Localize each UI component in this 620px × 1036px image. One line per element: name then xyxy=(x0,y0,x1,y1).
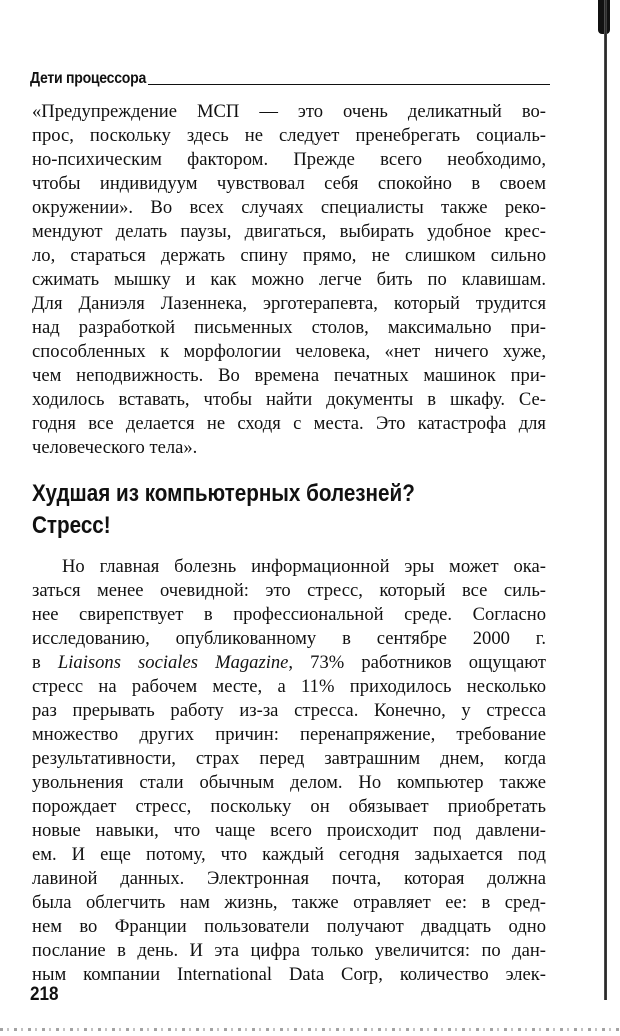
running-head-rule xyxy=(148,84,550,85)
paragraph-1 xyxy=(32,100,546,460)
paragraph-line-with-italic xyxy=(32,651,546,675)
paragraph-line: новые навыки, что чаще всего происходит под давлени- xyxy=(32,820,546,841)
paragraph-line: чем неподвижность. Во времена печатных машинок при- xyxy=(32,365,546,386)
paragraph-2 xyxy=(32,555,546,987)
paragraph-line: нее свирепствует в профессиональной среде. Согласно xyxy=(32,604,546,625)
paragraph-line: нем во Франции пользователи получают двадцать одно xyxy=(32,916,546,937)
paragraph-line: ходилось вставать, чтобы найти документы в шкафу. Се- xyxy=(32,389,546,410)
paragraph-line: Для Даниэля Лазеннека, эрготерапевта, который трудится xyxy=(32,293,546,314)
paragraph-line: увольнения стали обычным делом. Но компьютер также xyxy=(32,772,546,793)
paragraph-line: исследованию, опубликованному в сентябре 2000 г. xyxy=(32,628,546,649)
paragraph-line: лавиной данных. Электронная почта, которая должна xyxy=(32,868,546,889)
paragraph-line: чтобы индивидуум чувствовал себя спокойно в своем xyxy=(32,173,546,194)
paragraph-line: стресс на рабочем месте, а 11% приходилось несколько xyxy=(32,676,546,697)
line-5-prefix: в xyxy=(32,652,58,673)
paragraph-line: результативности, страх перед завтрашним днем, когда xyxy=(32,748,546,769)
paragraph-line: годня все делается не сходя с места. Это катастрофа для xyxy=(32,413,546,434)
paragraph-line: мендуют делать паузы, двигаться, выбирать удобное крес- xyxy=(32,221,546,242)
paragraph-line: заться менее очевидной: это стресс, который все силь- xyxy=(32,580,546,601)
paragraph-line: сжимать мышку и как можно легче бить по клавишам. xyxy=(32,269,546,290)
paragraph-line: ным компании International Data Corp, количество элек- xyxy=(32,964,546,985)
paragraph-line: над разработкой письменных столов, максимально при- xyxy=(32,317,546,338)
paragraph-line: ло, стараться держать спину прямо, не слишком сильно xyxy=(32,245,546,266)
paragraph-line: прос, поскольку здесь не следует пренебрегать социаль- xyxy=(32,125,546,146)
paragraph-line: но-психическим фактором. Прежде всего необходимо, xyxy=(32,149,546,170)
running-head-title: Дети процессора xyxy=(30,70,147,87)
paragraph-line: способленных к морфологии человека, «нет ничего хуже, xyxy=(32,341,546,362)
paragraph-line: послание в день. И эта цифра только увеличится: по дан- xyxy=(32,940,546,961)
paragraph-line: окружении». Во всех случаях специалисты также реко- xyxy=(32,197,546,218)
scan-edge-noise xyxy=(0,1028,620,1031)
paragraph-line: была облегчить нам жизнь, также отравляет ее: в сред- xyxy=(32,892,546,913)
paragraph-line: порождает стресс, поскольку он обязывает приобретать xyxy=(32,796,546,817)
section-heading-line-1: Худшая из компьютерных болезней? xyxy=(32,480,415,507)
section-heading-line-2: Стресс! xyxy=(32,512,111,539)
section-heading xyxy=(32,478,552,542)
running-head xyxy=(30,66,550,88)
paragraph-line: Но главная болезнь информационной эры может ока- xyxy=(62,556,546,577)
line-5-suffix: , 73% работников ощущают xyxy=(288,652,546,673)
paragraph-line: множество других причин: перенапряжение, требование xyxy=(32,724,546,745)
paragraph-line: раз прерывать работу из-за стресса. Конечно, у стресса xyxy=(32,700,546,721)
page-number: 218 xyxy=(30,984,59,1005)
paragraph-line: «Предупреждение МСП — это очень деликатный во- xyxy=(32,101,546,122)
binding-edge xyxy=(604,0,607,1000)
magazine-title: Liaisons sociales Magazine xyxy=(57,652,289,673)
paragraph-line: человеческого тела». xyxy=(32,437,198,458)
paragraph-line: ем. И еще потому, что каждый сегодня задыхается под xyxy=(32,844,546,865)
